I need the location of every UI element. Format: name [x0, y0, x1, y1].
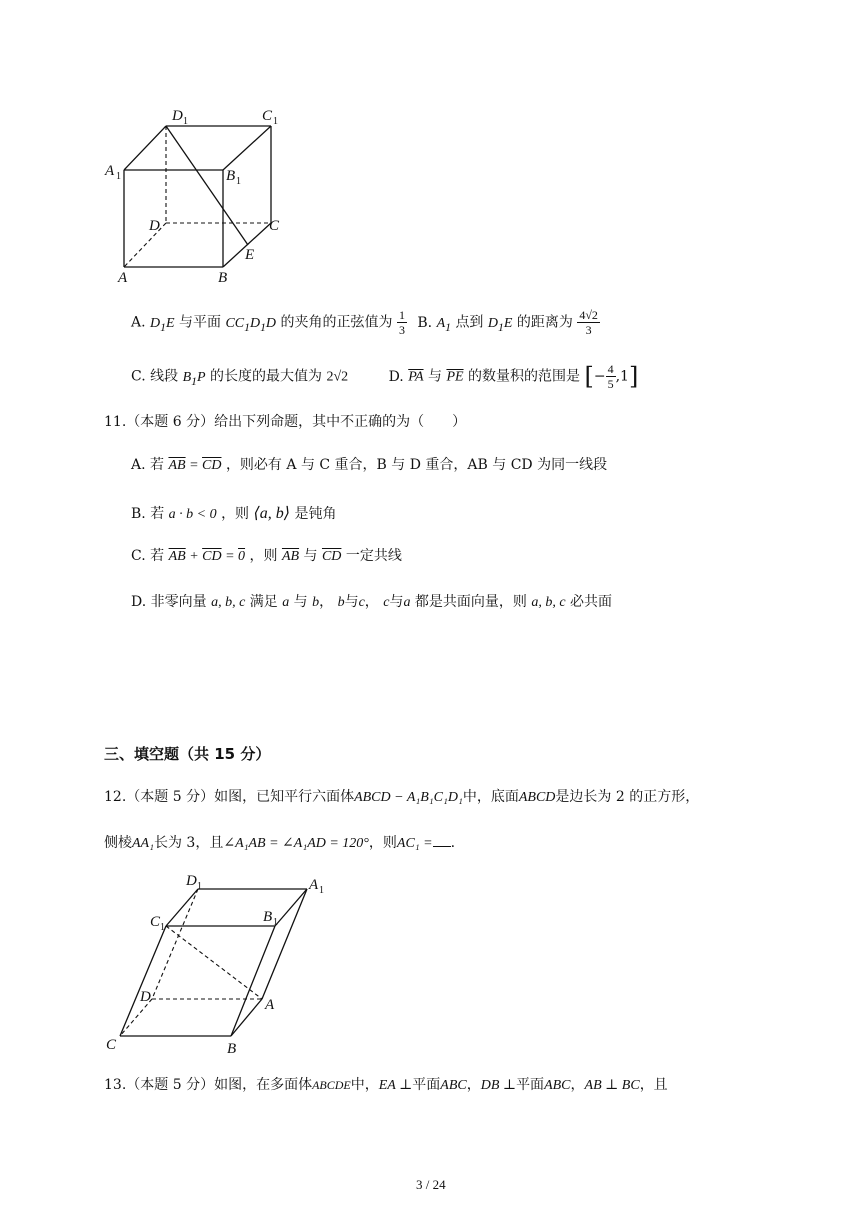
fraction-four-fifths: $\frac{4}{5}$ [607, 362, 614, 391]
label-C: C [106, 1037, 117, 1053]
label-B1-sub: 1 [236, 176, 241, 187]
q11-option-b: B. 若 a · b < 0 ，则 ⟨a, b⟩ 是钝角 [131, 505, 337, 522]
label-A1: A [105, 163, 115, 179]
label-C1: C [262, 108, 273, 124]
label-B: B [227, 1041, 237, 1057]
label-C1-sub: 1 [273, 116, 278, 127]
page-number: 3 / 24 [416, 1177, 446, 1192]
label-B1: B [226, 168, 236, 184]
fraction-one-third: $\frac{1}{3}$ [398, 308, 405, 337]
section-heading: 三、填空题（共 15 分） [104, 745, 271, 763]
q11-option-a: A. 若 $\overline{AB} = \overline{CD}$ ，则必有 A 与 C 重合，B 与 D 重合，AB 与 CD 为同一线段 [131, 457, 608, 473]
label-A1-sub: 1 [116, 171, 121, 182]
q11-stem: 11.（本题 6 分）给出下列命题，其中不正确的为（ ） [104, 414, 467, 430]
answer-blank [433, 834, 451, 847]
label-A1: A [309, 877, 319, 893]
q10-options-cd: C. 线段 $B_1P$ 的长度的最大值为 2√2 D. $\overline{PA}$ 与 $\overline{PE}$ 的数量积的范围是 [− $\frac{4}{5}$ ,1] [131, 362, 639, 391]
fraction-four-root2-third: $\frac{4√2}{3}$ [579, 308, 598, 337]
cube-figure [100, 100, 300, 290]
label-B1: B [263, 909, 273, 925]
label-B: B [218, 270, 228, 286]
label-A1-sub: 1 [319, 885, 324, 896]
label-D1-sub: 1 [197, 881, 202, 892]
range-interval: [ [584, 362, 594, 391]
q12-line2: 侧棱AA₁长为 3，且∠A₁AB = ∠A₁AD = 120°，则AC₁ = . [104, 835, 456, 851]
q11-option-d: D. 非零向量 a, b, c 满足 a 与 b， b与c， c与a 都是共面向量，则 a, b, c 必共面 [131, 594, 613, 610]
label-D: D [149, 218, 160, 234]
label-D: D [140, 989, 151, 1005]
label-C1-sub: 1 [160, 922, 165, 933]
label-A: A [265, 997, 275, 1013]
parallelepiped-figure [100, 868, 340, 1063]
label-E: E [245, 247, 255, 263]
label-D1-sub: 1 [183, 116, 188, 127]
q10-options-ab: A. $D_1E$ 与平面 $CC_1D_1D$ 的夹角的正弦值为 $\frac{1}{3}$ B. $A_1$ 点到 $D_1E$ 的距离为 $\frac{4√2}{3}$ [131, 308, 598, 337]
label-D1: D [186, 873, 197, 889]
label-C: C [269, 218, 280, 234]
q12-line1: 12.（本题 5 分）如图，已知平行六面体ABCD − A₁B₁C₁D₁中，底面ABCD是边长为 2 的正方形， [104, 789, 700, 805]
label-B1-sub: 1 [273, 917, 278, 928]
label-D1: D [172, 108, 183, 124]
q11-option-c: C. 若 $\overline{AB} + \overline{CD} = 0$ ，则 $\overline{AB}$ 与 $\overline{CD}$ 一定共线 [131, 548, 402, 564]
q13-line1: 13.（本题 5 分）如图，在多面体ABCDE中，EA ⊥平面ABC，DB ⊥平面ABC，AB ⊥ BC，且 [104, 1077, 668, 1093]
label-C1: C [150, 914, 161, 930]
label-A: A [118, 270, 128, 286]
